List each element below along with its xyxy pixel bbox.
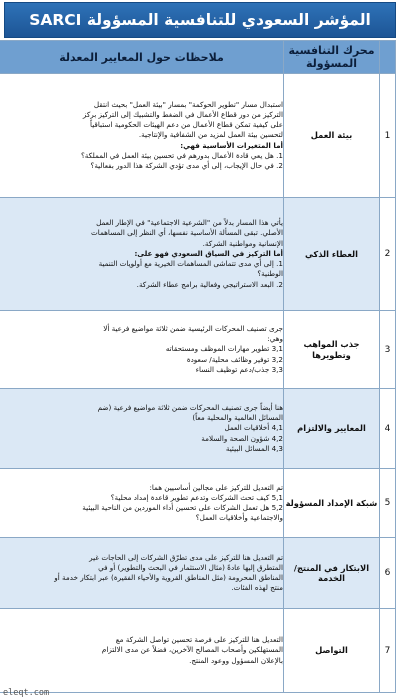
- note-line: على كيفية تمكن قطاع الأعمال من دعم الهيئات الحكومية استباقياً: [90, 120, 283, 130]
- note-line: لتحسين بيئة العمل لمزيد من الشفافية والإنتاجية.: [138, 130, 283, 140]
- axis-name: الابتكار في المنتج/الخدمة: [284, 538, 380, 609]
- table-row: [0, 198, 396, 311]
- note-line: 1. هل يعي قادة الأعمال بدورهم في تحسين بيئة العمل في المملكة؟: [80, 150, 283, 160]
- note-line: 4,2 شؤون الصحة والسلامة: [201, 433, 283, 443]
- table-row: [0, 538, 396, 609]
- note-line: المتطرق إليها عادةً (مثال الاستثمار في البحث والتطوير) أو في: [98, 562, 283, 572]
- note-line: 4,1 أخلاقيات العمل: [224, 423, 283, 433]
- note-line: جرى تصنيف المحركات الرئيسية ضمن ثلاثة مواضيع فرعية ألا: [103, 323, 283, 333]
- axis-name: التواصل: [284, 609, 380, 693]
- page-title: المؤشر السعودي للتنافسية المسؤولة SARCI: [29, 11, 371, 29]
- row-number: 2: [380, 198, 396, 311]
- note-line: الوطنية؟: [257, 269, 283, 279]
- row-number: 3: [380, 311, 396, 389]
- note-line: التركيز من دور قطاع الأعمال في الضغط والتشبيك إلى التركيز بركز: [82, 109, 283, 119]
- note-line: المستهلكين وأصحاب المصالح الآخرين، فضلاً عن مدى الالتزام: [101, 645, 283, 655]
- axis-name: العطاء الذكي: [284, 198, 380, 311]
- note-line: 5,1 كيف تحث الشركات وتدعم تطوير قاعدة إمداد محلية؟: [110, 492, 283, 502]
- table-row: [0, 609, 396, 693]
- note-line: بالإعلان المسؤول ووعود المنتج.: [189, 655, 283, 665]
- note-line: التعديل هنا للتركيز على فرصة تحسين تواصل الشركة مع: [115, 635, 283, 645]
- note-line: المسائل العالمية والمحلية معاً): [192, 413, 283, 423]
- note-line: وهي:: [267, 334, 283, 344]
- axis-name: المعايير والالتزام: [284, 389, 380, 469]
- note-line: 2. في حال الإيجاب، إلى أي مدى تؤدي الشركة هذا الدور بفعالية؟: [90, 161, 283, 171]
- axis-name: جذب المواهب وتطويرها: [284, 311, 380, 389]
- note-line: يأتي هذا المسار بدلاً من "الشرعية الاجتماعية" في الإطار العمل: [96, 218, 283, 228]
- notes-cell: [0, 538, 284, 609]
- row-number: 6: [380, 538, 396, 609]
- table-header-row: [0, 41, 396, 74]
- note-line: 4,3 المسائل البيئية: [225, 443, 283, 453]
- notes-cell: [0, 74, 284, 198]
- criteria-table: [0, 40, 396, 693]
- note-line: 3,1 تطوير مهارات الموظف ومستحقاته: [165, 344, 283, 354]
- note-line: تم التعديل للتركيز على مجالين أساسيين هما:: [149, 482, 283, 492]
- note-line: منتج لهذه الفئات.: [231, 583, 283, 593]
- note-line: استبدال مسار "تطوير الحوكمة" بمسار "بيئة العمل" بحيث انتقل: [93, 99, 283, 109]
- note-line: والاجتماعية وأخلاقيات العمل؟: [195, 513, 283, 523]
- table-row: [0, 469, 396, 538]
- axis-name: شبكة الإمداد المسؤولة: [284, 469, 380, 538]
- note-line: الإنسانية ومواطنية الشركة.: [202, 238, 283, 248]
- table-row: [0, 389, 396, 469]
- axis-name: بيئة العمل: [284, 74, 380, 198]
- row-number: 4: [380, 389, 396, 469]
- note-line: المناطق المحرومة (مثل المناطق القروية والأحياء الفقيرة) عبر ابتكار خدمة أو: [54, 573, 283, 582]
- row-number: 1: [380, 74, 396, 198]
- notes-cell: [0, 609, 284, 693]
- note-line: 2. البعد الاستراتيجي وفعالية برامج عطاء الشركة.: [136, 279, 283, 289]
- row-number: 5: [380, 469, 396, 538]
- note-line: هنا أيضاً جرى تصنيف المحركات ضمن ثلاثة مواضيع فرعية (ضم: [97, 402, 283, 412]
- notes-cell: [0, 389, 284, 469]
- note-line: أما المتغيرات الأساسية فهي:: [180, 140, 283, 150]
- header-notes: ملاحظات حول المعايير المعدلة: [0, 41, 284, 74]
- note-line: تم التعديل هنا للتركيز على مدى تطرّق الشركات إلى الحاجات غير: [89, 552, 283, 562]
- header-number: [380, 41, 396, 74]
- note-line: 3,2 توفير وظائف محلية/ سعودة: [186, 354, 283, 364]
- note-line: 5,2 هل تعمل الشركات على تحسين أداء الموردين من الناحية البيئية: [82, 503, 283, 512]
- note-line: 1. إلى أي مدى تتماشى المساهمات الخيرية مع أولويات التنمية: [98, 259, 283, 269]
- row-number: 7: [380, 609, 396, 693]
- note-line: 3,3 جذب/دعم توظيف النساء: [195, 364, 283, 374]
- title-bar: [4, 2, 396, 38]
- note-line: أما التركيز في السياق السعودي فهو على:: [134, 248, 283, 258]
- table-row: [0, 311, 396, 389]
- notes-cell: [0, 198, 284, 311]
- header-axis: محرك التنافسية المسؤولة: [284, 41, 380, 74]
- note-line: الأصلي. تبقى المسألة الأساسية نفسها، أي النظر إلى المساهمات: [90, 228, 283, 238]
- notes-cell: [0, 469, 284, 538]
- table-row: [0, 74, 396, 198]
- notes-cell: [0, 311, 284, 389]
- watermark: eleqt.com: [3, 688, 50, 698]
